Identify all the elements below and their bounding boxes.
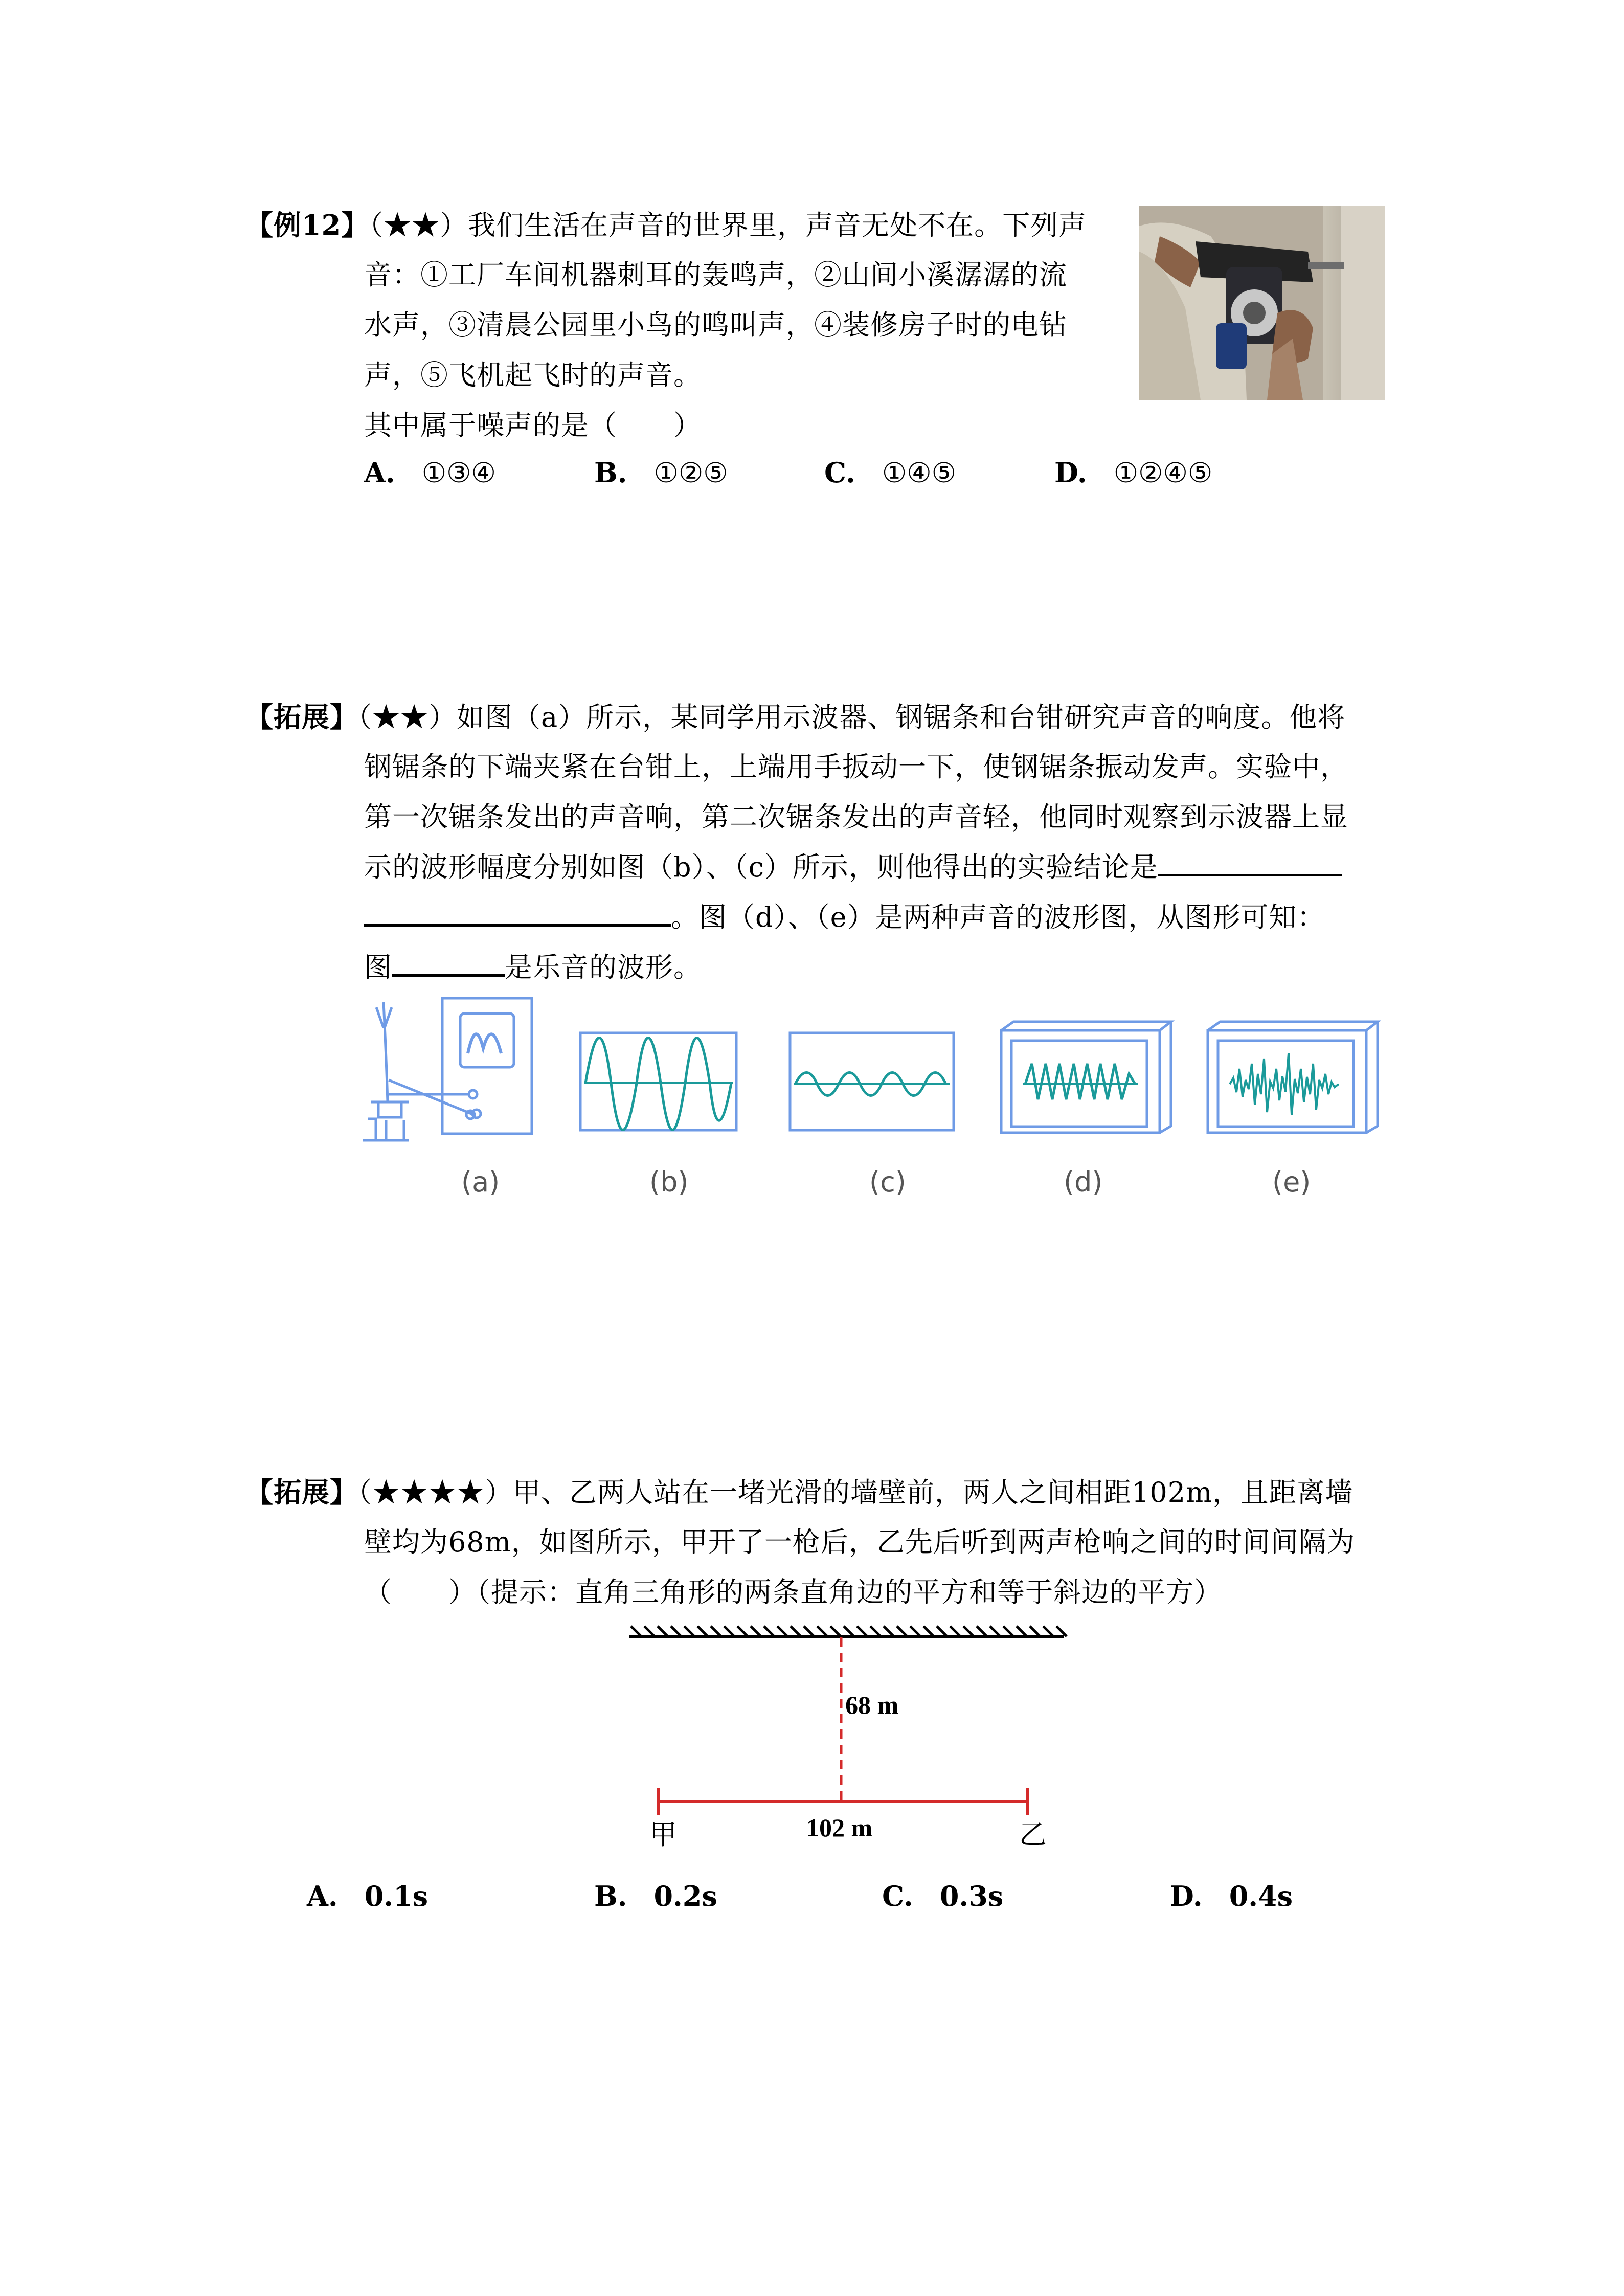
option-text: ①③④ <box>421 457 496 489</box>
horizontal-distance-label: 102 m <box>806 1813 873 1842</box>
q2-line-2: 钢锯条的下端夹紧在台钳上，上端用手扳动一下，使钢锯条振动发声。实验中， <box>364 751 1348 783</box>
q2-text-4: 示的波形幅度分别如图（b）、（c）所示，则他得出的实验结论是 <box>364 851 1158 883</box>
vertical-distance-label: 68 m <box>845 1691 899 1719</box>
option-text: ①②④⑤ <box>1113 457 1213 489</box>
q3-option-c[interactable] <box>882 1872 1003 1921</box>
option-text: 0.3s <box>939 1880 1004 1912</box>
person-jia: 甲 <box>649 1818 678 1851</box>
q1-line-1 <box>245 200 1087 250</box>
q1-tag: 【例12】 <box>245 209 370 241</box>
caption-c: (c) <box>869 1166 906 1198</box>
q3-tag: 【拓展】 <box>245 1476 358 1509</box>
q3-option-b[interactable] <box>594 1872 717 1921</box>
option-label: D. <box>1170 1880 1203 1912</box>
answer-blank-2[interactable] <box>392 948 505 977</box>
option-label: C. <box>882 1880 913 1912</box>
q1-option-b[interactable] <box>594 448 728 498</box>
q3-line-1 <box>245 1468 1353 1517</box>
figure-e <box>1208 1022 1378 1133</box>
q1-line-4: 声，⑤飞机起飞时的声音。 <box>364 359 702 391</box>
person-yi: 乙 <box>1019 1818 1047 1851</box>
q2-text-1: （★★）如图（a）所示，某同学用示波器、钢锯条和台钳研究声音的响度。他将 <box>358 701 1346 733</box>
option-text: 0.4s <box>1229 1880 1293 1912</box>
q1-line-3: 水声，③清晨公园里小鸟的鸣叫声，④装修房子时的电钻 <box>364 309 1067 341</box>
option-label: A. <box>364 456 395 489</box>
q2-text-6b: 是乐音的波形。 <box>505 951 702 983</box>
q2-line-1 <box>245 692 1345 742</box>
figure-d <box>1001 1022 1171 1133</box>
q2-line-5 <box>364 893 1325 942</box>
q3-line-2: 壁均为68m，如图所示，甲开了一枪后，乙先后听到两声枪响之间的时间间隔为 <box>364 1526 1355 1558</box>
figure-c <box>790 1033 954 1130</box>
q1-option-a[interactable] <box>364 448 496 498</box>
option-label: C. <box>824 456 855 489</box>
q2-text-5: 。图（d）、（e）是两种声音的波形图，从图形可知： <box>671 901 1325 933</box>
option-label: D. <box>1054 456 1087 489</box>
answer-blank-1a[interactable] <box>1158 847 1342 876</box>
q3-option-d[interactable] <box>1170 1872 1293 1921</box>
q2-text-6a: 图 <box>364 951 392 983</box>
caption-b: (b) <box>649 1166 689 1198</box>
q1-line-5: 其中属于噪声的是（ ） <box>364 409 702 441</box>
option-label: A. <box>307 1880 338 1912</box>
q3-option-a[interactable] <box>307 1872 428 1921</box>
q1-text-1: （★★）我们生活在声音的世界里，声音无处不在。下列声 <box>369 209 1087 241</box>
option-text: 0.2s <box>653 1880 717 1912</box>
answer-blank-1b[interactable] <box>364 897 671 927</box>
caption-e: (e) <box>1272 1166 1311 1198</box>
q2-tag: 【拓展】 <box>245 701 358 733</box>
option-text: ①④⑤ <box>882 457 957 489</box>
q3-line-3: （ ）（提示：直角三角形的两条直角边的平方和等于斜边的平方） <box>364 1576 1222 1608</box>
q2-line-6 <box>364 943 702 992</box>
caption-a: (a) <box>461 1166 500 1198</box>
q1-option-c[interactable] <box>824 448 956 498</box>
drill-photo <box>1139 206 1385 400</box>
caption-d: (d) <box>1064 1166 1103 1198</box>
q2-line-3: 第一次锯条发出的声音响，第二次锯条发出的声音轻，他同时观察到示波器上显 <box>364 801 1348 833</box>
oscilloscope-figures <box>358 992 1381 1166</box>
figure-b <box>580 1033 736 1130</box>
q1-option-d[interactable] <box>1054 448 1212 498</box>
option-text: 0.1s <box>364 1880 428 1912</box>
option-label: B. <box>594 456 627 489</box>
q1-line-2: 音：①工厂车间机器刺耳的轰鸣声，②山间小溪潺潺的流 <box>364 259 1067 291</box>
option-label: B. <box>594 1880 627 1912</box>
option-text: ①②⑤ <box>653 457 728 489</box>
figure-a <box>363 998 532 1140</box>
q3-text-1: （★★★★）甲、乙两人站在一堵光滑的墙壁前，两人之间相距102m，且距离墙 <box>358 1476 1354 1509</box>
q2-line-4 <box>364 843 1342 892</box>
